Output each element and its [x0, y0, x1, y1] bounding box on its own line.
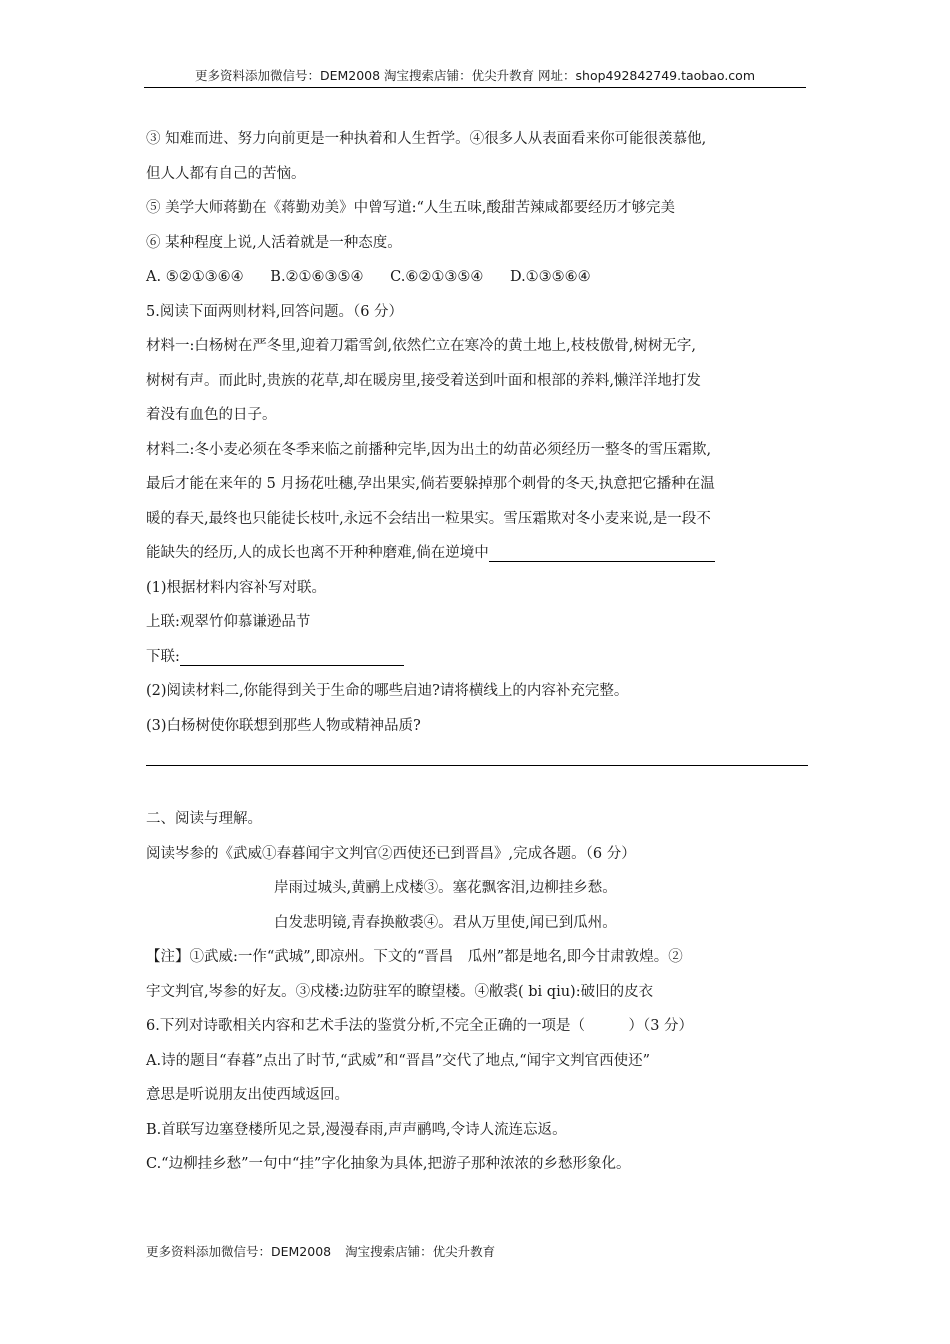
answer-blank[interactable] — [180, 645, 404, 666]
footer-shop: 淘宝搜索店铺：优尖升教育 — [345, 1244, 496, 1259]
answer-blank[interactable] — [489, 541, 715, 562]
option-c: C.⑥②①③⑤④ — [390, 269, 484, 285]
document-body — [146, 122, 808, 1182]
question-6: 6.下列对诗歌相关内容和艺术手法的鉴赏分析,不完全正确的一项是（ ）（3 分） — [146, 1018, 694, 1034]
material2-line: 最后才能在来年的 5 月扬花吐穗,孕出果实,倘若要躲掉那个刺骨的冬天,执意把它播种在温 — [146, 476, 715, 492]
poem-line: 岸雨过城头,黄鹂上戍楼③。塞花飘客泪,边柳挂乡愁。 — [274, 880, 617, 896]
sub-question-3: (3)白杨树使你联想到那些人物或精神品质? — [146, 717, 421, 734]
page-header: 更多资料添加微信号：DEM2008 淘宝搜索店铺：优尖升教育 网址：shop492842749.taobao.com — [144, 66, 806, 88]
option-c-line: C.“边柳挂乡愁”一句中“挂”字化抽象为具体,把游子那种浓浓的乡愁形象化。 — [146, 1156, 631, 1172]
option-b: B.②①⑥③⑤④ — [270, 269, 364, 285]
q5-title: 5.阅读下面两则材料,回答问题。（6 分） — [146, 303, 404, 320]
option-a-line: A.诗的题目“春暮”点出了时节,“武威”和“晋昌”交代了地点,“闻宇文判官西使还” — [146, 1052, 651, 1069]
sub-question-2: (2)阅读材料二,你能得到关于生命的哪些启迪?请将横线上的内容补充完整。 — [146, 683, 629, 699]
material1-line: 材料一:白杨树在严冬里,迎着刀霜雪剑,依然伫立在寒冷的黄土地上,枝枝傲骨,树树无字, — [146, 338, 696, 354]
poem-line: 白发悲明镜,青春换敝裘④。君从万里使,闻已到瓜州。 — [274, 914, 617, 931]
q4-line: 但人人都有自己的苦恼。 — [146, 165, 306, 182]
q4-options — [146, 260, 808, 295]
couplet-lower-label: 下联: — [146, 648, 180, 665]
couplet-lower — [146, 640, 808, 675]
spacer — [146, 766, 808, 788]
material2-line: 材料二:冬小麦必须在冬季来临之前播种完毕,因为出土的幼苗必须经历一整冬的雪压霜欺, — [146, 441, 712, 458]
q4-line: ⑥ 某种程度上说,人活着就是一种态度。 — [146, 234, 402, 251]
q4-line: ⑤ 美学大师蒋勤在《蒋勤劝美》中曾写道:“人生五味,酸甜苦辣咸都要经历才够完美 — [146, 200, 676, 216]
material2-line: 暖的春天,最终也只能徒长枝叶,永远不会结出一粒果实。雪压霜欺对冬小麦来说,是一段不 — [146, 510, 711, 527]
material1-line: 着没有血色的日子。 — [146, 407, 277, 423]
option-a: A. ⑤②①③⑥④ — [146, 269, 244, 285]
material2-line — [146, 536, 808, 571]
spacer — [146, 788, 808, 802]
material2-text: 能缺失的经历,人的成长也离不开种种磨难,倘在逆境中 — [146, 545, 489, 561]
option-b-line: B.首联写边塞登楼所见之景,漫漫春雨,声声鹂鸣,令诗人流连忘返。 — [146, 1121, 567, 1138]
note-line: 【注】①武威:一作“武城”,即凉州。下文的“晋昌 瓜州”都是地名,即今甘肃敦煌。② — [146, 949, 683, 965]
section-heading: 二、阅读与理解。 — [146, 811, 262, 827]
option-d: D.①③⑤⑥④ — [509, 269, 591, 285]
couplet-upper: 上联:观翠竹仰慕谦逊品节 — [146, 614, 311, 630]
q4-line: ③ 知难而进、努力向前更是一种执着和人生哲学。④很多人从表面看来你可能很羡慕他, — [146, 131, 707, 147]
page-footer — [146, 1242, 495, 1260]
sub-question-1: (1)根据材料内容补写对联。 — [146, 579, 327, 596]
option-a-line: 意思是听说朋友出使西域返回。 — [146, 1087, 349, 1103]
material1-line: 树树有声。而此时,贵族的花草,却在暖房里,接受着送到叶面和根部的养料,懒洋洋地打发 — [146, 372, 701, 389]
section-intro: 阅读岑参的《武威①春暮闻宇文判官②西使还已到晋昌》,完成各题。（6 分） — [146, 845, 636, 862]
footer-wechat: 更多资料添加微信号：DEM2008 — [146, 1244, 332, 1259]
answer-line[interactable] — [146, 743, 808, 766]
note-line: 宇文判官,岑参的好友。③戍楼:边防驻军的瞭望楼。④敝裘( bi qiu):破旧的皮衣 — [146, 983, 654, 1000]
